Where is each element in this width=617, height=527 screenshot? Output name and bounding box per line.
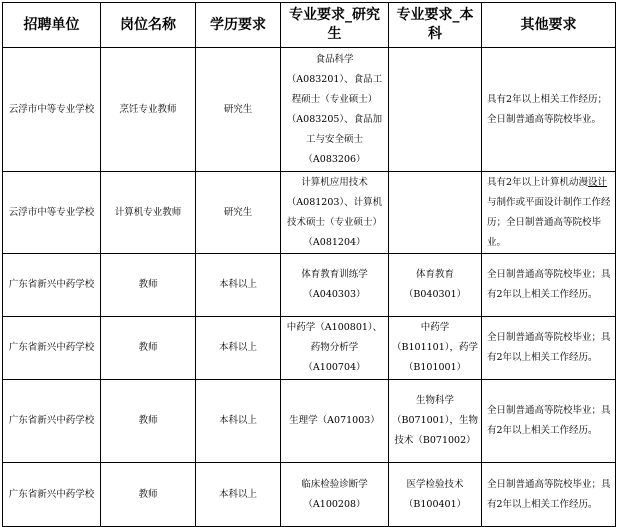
cell-unit: 广东省新兴中药学校	[3, 380, 101, 463]
cell-major-undergraduate	[389, 48, 482, 172]
table-row	[3, 48, 616, 172]
cell-position: 计算机专业教师	[101, 172, 196, 254]
other-text-pre: 具有2年以上计算机动漫	[487, 176, 589, 188]
cell-major-graduate: 食品科学（A083201）、食品工程硕士（专业硕士）（A083205）、食品加工与安全硕士（A083206）	[281, 48, 389, 172]
table-row	[3, 317, 616, 380]
cell-education: 本科以上	[196, 254, 281, 317]
other-text-underlined: 设计	[588, 176, 608, 188]
table-row	[3, 380, 616, 463]
cell-other: 具有2年以上相关工作经历；全日制普通高等院校毕业。	[482, 48, 616, 172]
cell-other	[482, 172, 616, 254]
cell-major-undergraduate: 医学检验技术（B100401）	[389, 463, 482, 527]
cell-education: 本科以上	[196, 463, 281, 527]
cell-other: 全日制普通高等院校毕业；具有2年以上相关工作经历。	[482, 317, 616, 380]
header-education: 学历要求	[196, 3, 281, 48]
cell-major-undergraduate: 生物科学（B071001），生物技术（B071002）	[389, 380, 482, 463]
other-text-post: 与制作或平面设计制作工作经历；全日制普通高等院校毕业。	[487, 196, 611, 248]
cell-education: 本科以上	[196, 317, 281, 380]
header-other: 其他要求	[482, 3, 616, 48]
header-unit: 招聘单位	[3, 3, 101, 48]
cell-major-graduate: 体育教育训练学（A040303）	[281, 254, 389, 317]
table-row	[3, 254, 616, 317]
cell-other: 全日制普通高等院校毕业；具有2年以上相关工作经历。	[482, 254, 616, 317]
recruitment-table	[2, 2, 616, 527]
cell-unit: 广东省新兴中药学校	[3, 463, 101, 527]
cell-unit: 广东省新兴中药学校	[3, 317, 101, 380]
cell-major-undergraduate: 中药学（B101101），药学（B101001）	[389, 317, 482, 380]
cell-major-undergraduate: 体育教育（B040301）	[389, 254, 482, 317]
cell-position: 烹饪专业教师	[101, 48, 196, 172]
header-row	[3, 3, 616, 48]
header-major-undergraduate: 专业要求_本科	[389, 3, 482, 48]
table-row	[3, 463, 616, 527]
cell-major-undergraduate	[389, 172, 482, 254]
cell-major-graduate: 计算机应用技术（A081203）、计算机技术硕士（专业硕士）（A081204）	[281, 172, 389, 254]
cell-education: 研究生	[196, 48, 281, 172]
cell-other: 全日制普通高等院校毕业；具有2年以上相关工作经历。	[482, 380, 616, 463]
cell-education: 本科以上	[196, 380, 281, 463]
cell-unit: 云浮市中等专业学校	[3, 172, 101, 254]
cell-position: 教师	[101, 317, 196, 380]
cell-position: 教师	[101, 254, 196, 317]
cell-other: 全日制普通高等院校毕业；具有2年以上相关工作经历。	[482, 463, 616, 527]
header-major-graduate: 专业要求_研究生	[281, 3, 389, 48]
cell-unit: 云浮市中等专业学校	[3, 48, 101, 172]
cell-position: 教师	[101, 380, 196, 463]
table-row	[3, 172, 616, 254]
header-position: 岗位名称	[101, 3, 196, 48]
cell-major-graduate: 临床检验诊断学（A100208）	[281, 463, 389, 527]
cell-major-graduate: 生理学（A071003）	[281, 380, 389, 463]
cell-education: 研究生	[196, 172, 281, 254]
cell-unit: 广东省新兴中药学校	[3, 254, 101, 317]
cell-position: 教师	[101, 463, 196, 527]
cell-major-graduate: 中药学（A100801）、药物分析学（A100704）	[281, 317, 389, 380]
